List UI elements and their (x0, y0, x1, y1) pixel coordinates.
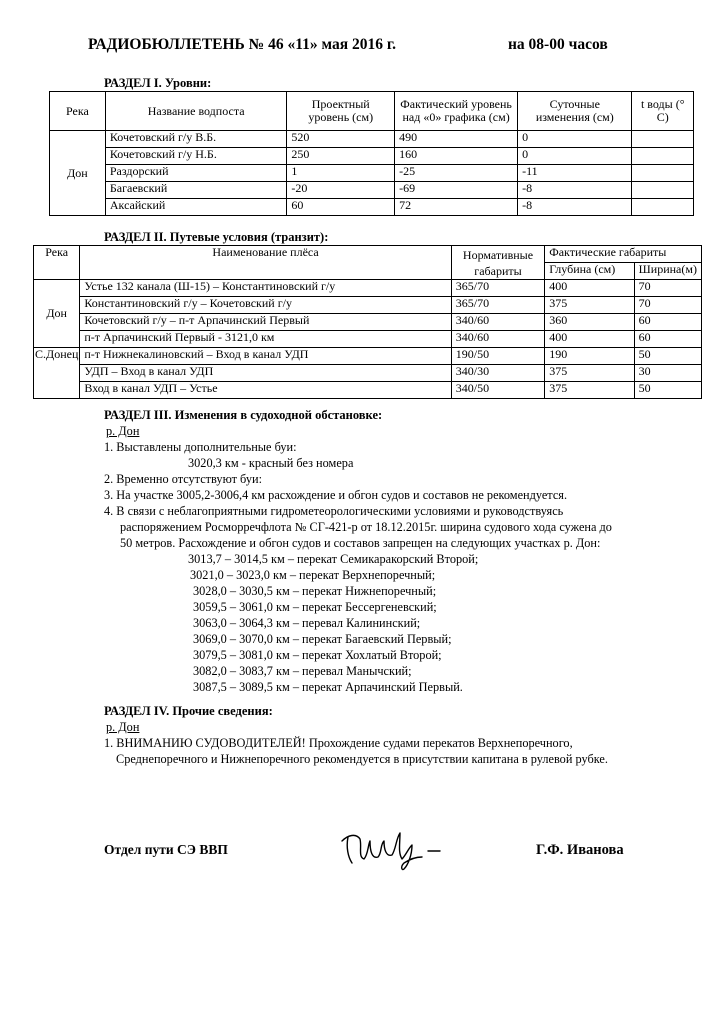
section4-line2: Среднепоречного и Нижнепоречного рекомендуется в присутствии капитана в рулевой рубке. (116, 752, 608, 766)
levels-cell: 490 (395, 131, 518, 148)
transit-cell: 375 (545, 382, 634, 399)
transit-cell: Константиновский г/у – Кочетовский г/у (80, 297, 451, 314)
levels-cell: -20 (287, 182, 395, 199)
transit-table (33, 245, 702, 399)
transit-cell: Кочетовский г/у – п-т Арпачинский Первый (80, 314, 451, 331)
levels-cell: 1 (287, 165, 395, 182)
levels-header-design: Проектный уровень (см) (287, 92, 395, 131)
levels-cell: -8 (518, 182, 632, 199)
table-row (34, 348, 702, 365)
transit-river-sdonets: С.Донец (34, 348, 80, 399)
section3-title: РАЗДЕЛ III. Изменения в судоходной обстановке: (104, 408, 383, 422)
restricted-section: 3087,5 – 3089,5 км – перекат Арпачинский Первый. (193, 680, 463, 694)
section3-item4-line2: распоряжением Росморречфлота № СГ-421-р от 18.12.2015г. ширина судового хода сужена до (120, 520, 612, 534)
transit-cell: 375 (545, 365, 634, 382)
levels-cell: Багаевский (105, 182, 287, 199)
section4-title: РАЗДЕЛ IV. Прочие сведения: (104, 704, 273, 718)
levels-river-don: Дон (50, 131, 106, 216)
transit-cell: 375 (545, 297, 634, 314)
levels-cell: Кочетовский г/у В.Б. (105, 131, 287, 148)
levels-cell: Кочетовский г/у Н.Б. (105, 148, 287, 165)
table-row (50, 131, 694, 148)
levels-cell: 0 (518, 131, 632, 148)
restricted-section: 3082,0 – 3083,7 км – перевал Манычский; (193, 664, 412, 678)
levels-cell: 160 (395, 148, 518, 165)
section3-item4-line3: 50 метров. Расхождение и обгон судов и составов запрещен на следующих участках р. Дон: (120, 536, 601, 550)
levels-cell: 72 (395, 199, 518, 216)
section4-line1: 1. ВНИМАНИЮ СУДОВОДИТЕЛЕЙ! Прохождение судами перекатов Верхнепоречного, (104, 736, 573, 750)
levels-cell: -8 (518, 199, 632, 216)
section3-item4-line1: 4. В связи с неблагоприятными гидрометеорологическими условиями и руководствуясь (104, 504, 564, 518)
levels-cell (632, 199, 694, 216)
handwritten-signature (338, 825, 448, 879)
table-row (50, 165, 694, 182)
bulletin-title-text: РАДИОБЮЛЛЕТЕНЬ № 46 «11» мая 2016 г. (88, 36, 397, 53)
table-row (34, 365, 702, 382)
table-row (50, 182, 694, 199)
levels-cell: 0 (518, 148, 632, 165)
table-row (34, 280, 702, 297)
transit-cell: 400 (545, 280, 634, 297)
levels-header-row (50, 92, 694, 131)
transit-cell: 50 (634, 348, 701, 365)
levels-header-river: Река (50, 92, 106, 131)
section3-item1-detail: 3020,3 км - красный без номера (188, 456, 354, 470)
transit-cell: 360 (545, 314, 634, 331)
transit-header-width: Ширина(м) (634, 263, 701, 280)
table-row (34, 297, 702, 314)
signer-name: Г.Ф. Иванова (536, 842, 624, 858)
levels-cell: Аксайский (105, 199, 287, 216)
levels-header-post: Название водпоста (105, 92, 287, 131)
section1-title: РАЗДЕЛ I. Уровни: (104, 76, 212, 90)
section4-river: р. Дон (106, 720, 140, 734)
transit-cell: 60 (634, 331, 701, 348)
levels-header-actual: Фактический уровень над «0» графика (см) (395, 92, 518, 131)
table-row (34, 331, 702, 348)
section3-item1: 1. Выставлены дополнительные буи: (104, 440, 297, 454)
table-row (34, 314, 702, 331)
transit-cell: 340/60 (451, 331, 544, 348)
levels-cell (632, 148, 694, 165)
levels-cell: 520 (287, 131, 395, 148)
table-row (50, 148, 694, 165)
transit-cell: Устье 132 канала (Ш-15) – Константиновский г/у (80, 280, 451, 297)
levels-cell: -25 (395, 165, 518, 182)
transit-cell: 340/30 (451, 365, 544, 382)
transit-cell: 70 (634, 297, 701, 314)
transit-header-reach: Наименование плёса (80, 246, 451, 280)
section3-item3: 3. На участке 3005,2-3006,4 км расхождение и обгон судов и составов не рекомендуется. (104, 488, 568, 502)
transit-cell: 30 (634, 365, 701, 382)
levels-header-temp: t воды (° С) (632, 92, 694, 131)
restricted-section: 3021,0 – 3023,0 км – перекат Верхнепоречный; (190, 568, 436, 582)
levels-cell: Раздорский (105, 165, 287, 182)
table-row (34, 382, 702, 399)
transit-header-actual: Фактические габариты (545, 246, 702, 263)
levels-cell: -69 (395, 182, 518, 199)
transit-cell: 365/70 (451, 280, 544, 297)
transit-cell: 60 (634, 314, 701, 331)
transit-cell: п-т Арпачинский Первый - 3121,0 км (80, 331, 451, 348)
restricted-section: 3063,0 – 3064,3 км – перевал Калининский; (193, 616, 421, 630)
transit-header-row (34, 246, 702, 263)
levels-cell: 60 (287, 199, 395, 216)
department-name: Отдел пути СЭ ВВП (104, 842, 228, 857)
section3-river: р. Дон (106, 424, 140, 438)
restricted-section: 3028,0 – 3030,5 км – перекат Нижнепоречный; (193, 584, 437, 598)
restricted-section: 3079,5 – 3081,0 км – перекат Хохлатый Второй; (193, 648, 442, 662)
transit-cell: 365/70 (451, 297, 544, 314)
bulletin-time: на 08-00 часов (508, 36, 608, 53)
transit-cell: 400 (545, 331, 634, 348)
levels-cell (632, 131, 694, 148)
section3-item2: 2. Временно отсутствуют буи: (104, 472, 262, 486)
transit-header-river: Река (34, 246, 80, 280)
transit-cell: 190/50 (451, 348, 544, 365)
levels-cell (632, 165, 694, 182)
transit-header-depth: Глубина (см) (545, 263, 634, 280)
transit-cell: 70 (634, 280, 701, 297)
transit-cell: п-т Нижнекалиновский – Вход в канал УДП (80, 348, 451, 365)
transit-river-don: Дон (34, 280, 80, 348)
levels-cell (632, 182, 694, 199)
levels-cell: 250 (287, 148, 395, 165)
section2-title: РАЗДЕЛ II. Путевые условия (транзит): (104, 230, 329, 244)
transit-cell: 190 (545, 348, 634, 365)
levels-cell: -11 (518, 165, 632, 182)
restricted-section: 3059,5 – 3061,0 км – перекат Бессергеневский; (193, 600, 437, 614)
transit-cell: УДП – Вход в канал УДП (80, 365, 451, 382)
transit-cell: Вход в канал УДП – Устье (80, 382, 451, 399)
levels-header-daily: Суточные изменения (см) (518, 92, 632, 131)
restricted-section: 3069,0 – 3070,0 км – перекат Багаевский Первый; (193, 632, 452, 646)
transit-header-normative: Нормативные габариты (451, 246, 544, 280)
transit-cell: 340/50 (451, 382, 544, 399)
transit-cell: 50 (634, 382, 701, 399)
table-row (50, 199, 694, 216)
levels-table (49, 91, 694, 216)
bulletin-title (88, 36, 608, 54)
restricted-section: 3013,7 – 3014,5 км – перекат Семикаракорский Второй; (188, 552, 479, 566)
transit-cell: 340/60 (451, 314, 544, 331)
